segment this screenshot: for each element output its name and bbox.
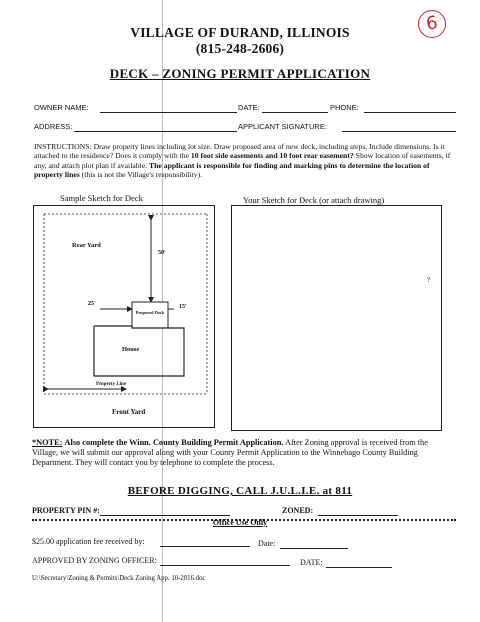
address-label: ADDRESS: <box>34 122 73 131</box>
village-name: VILLAGE OF DURAND, ILLINOIS <box>130 25 350 40</box>
phone-label: PHONE: <box>330 103 359 112</box>
property-pin-field[interactable] <box>100 506 230 516</box>
instructions-text-3: (this is not the Village's responsibility). <box>81 170 203 180</box>
sample-sketch-frame <box>33 205 215 428</box>
front-yard-label: Front Yard <box>112 408 146 416</box>
approved-by-label: APPROVED BY ZONING OFFICER: <box>32 556 157 565</box>
instructions <box>34 142 452 180</box>
sample-sketch-label: Sample Sketch for Deck <box>60 193 143 203</box>
fee-received-label: $25.00 application fee received by: <box>32 537 145 546</box>
note-label: *NOTE: <box>32 438 63 447</box>
applicant-signature-label: APPLICANT SIGNATURE: <box>238 122 327 131</box>
county-permit-note <box>32 438 450 469</box>
date-field[interactable] <box>262 103 328 113</box>
instructions-responsibility-bold: The applicant is responsible for finding and marking pins to determine the location of property lines <box>34 160 430 180</box>
zoned-label: ZONED: <box>282 506 314 515</box>
approved-date-field[interactable] <box>326 558 392 568</box>
owner-name-field[interactable] <box>100 103 237 113</box>
applicant-signature-field[interactable] <box>342 122 456 132</box>
deck-dimension-label: 15' <box>179 304 187 310</box>
office-use-only: Office Use Only <box>212 518 268 527</box>
deck-label: Proposed Deck <box>135 310 165 315</box>
instructions-easement-bold: 10 foot side easements and 10 foot rear easement? <box>190 151 354 161</box>
file-path: U:\Secretary\Zoning & Permits\Deck Zoning App. 10-2016.doc <box>32 575 206 582</box>
fee-received-field[interactable] <box>160 537 250 547</box>
house-label: House <box>122 346 140 353</box>
sample-sketch-drawing <box>34 206 214 427</box>
fee-date-label: Date: <box>258 539 276 548</box>
instructions-text-1: INSTRUCTIONS: Draw property lines including lot size. Draw proposed area of new deck, including steps. Include dimensions. Is it attached to the residence? Does it comply with the <box>34 142 445 161</box>
your-sketch-area[interactable] <box>231 205 442 431</box>
owner-name-label: OWNER NAME: <box>34 103 89 112</box>
zoned-field[interactable] <box>318 506 398 516</box>
rear-dimension-label: 50' <box>158 250 166 256</box>
phone-field[interactable] <box>364 103 456 113</box>
page-number-mark: 6 <box>416 8 448 40</box>
deck-outline <box>132 302 168 328</box>
date-label: DATE: <box>238 103 260 112</box>
note-bold-text: Also complete the Winn. County Building Permit Application. <box>64 438 284 447</box>
village-phone: (815-248-2606) <box>195 41 285 56</box>
approved-date-label: DATE: <box>300 558 323 567</box>
note-text: After Zoning approval is received from the Village, we will submit our approval along with your County Permit Application to the Winnebago County Building Department. They will contact you by telephone to complete the process. <box>32 438 428 468</box>
your-sketch-label: Your Sketch for Deck (or attach drawing) <box>243 195 385 205</box>
page-title: DECK – ZONING PERMIT APPLICATION <box>109 66 371 81</box>
address-field[interactable] <box>74 122 237 132</box>
call-before-digging: BEFORE DIGGING, CALL J.U.L.I.E. at 811 <box>127 485 353 497</box>
fee-date-field[interactable] <box>280 539 348 549</box>
stray-mark: ? <box>427 276 431 284</box>
instructions-text-2: Show location of easements, if any, and attach plot plan if available. <box>34 151 451 170</box>
property-pin-label: PROPERTY PIN #: <box>32 506 100 515</box>
rear-yard-label: Rear Yard <box>72 242 101 249</box>
property-line-label: Property Line <box>96 382 127 387</box>
side-dimension-label: 25' <box>88 301 96 307</box>
approved-by-field[interactable] <box>160 556 290 566</box>
